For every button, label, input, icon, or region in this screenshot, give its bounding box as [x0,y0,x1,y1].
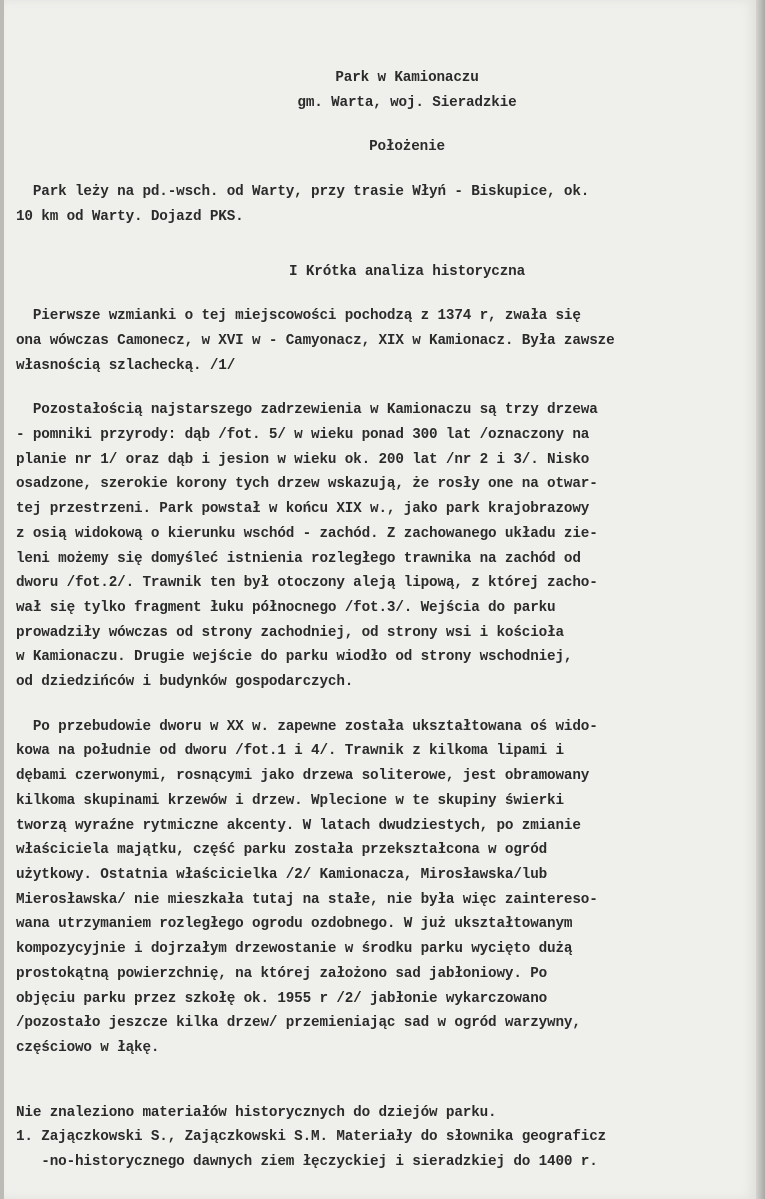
section-heading-location: Położenie [369,139,445,156]
text-line: z osią widokową o kierunku wschód - zachód. Z zachowanego układu zie- [16,525,598,542]
text-line: dworu /fot.2/. Trawnik ten był otoczony aleją lipową, z której zacho- [16,575,598,592]
text-line: w Kamionaczu. Drugie wejście do parku wiodło od strony wschodniej, [16,649,573,666]
text-line: wana utrzymaniem rozległego ogrodu ozdobnego. W już ukształtowanym [16,916,573,933]
text-line: własnością szlachecką. /1/ [16,357,236,374]
document-title: Park w Kamionaczu [335,70,479,86]
text-line: Pozostałością najstarszego zadrzewienia w Kamionaczu są trzy drzewa [16,402,598,419]
text-line: dębami czerwonymi, rosnącymi jako drzewa soliterowe, jest obramowany [16,768,590,785]
text-line: kompozycyjnie i dojrzałym drzewostanie w środku parku wycięto dużą [16,941,573,958]
text-line: właściciela majątku, część parku została przekształcona w ogród [16,842,548,859]
document-subtitle: gm. Warta, woj. Sieradzkie [297,94,517,111]
text-line: /pozostało jeszcze kilka drzew/ przemieniając sad w ogród warzywny, [16,1015,581,1032]
section-heading-history: I Krótka analiza historyczna [288,263,526,280]
text-line: ona wówczas Camonecz, w XVI w - Camyonacz, XIX w Kamionacz. Była zawsze [16,332,615,349]
paragraph-rebuild [16,715,758,1061]
text-line: kowa na południe od dworu /fot.1 i 4/. Trawnik z kilkoma lipami i [16,743,564,760]
text-line: prostokątną powierzchnię, na której założono sad jabłoniowy. Po [16,965,548,982]
text-line: 1. Zajączkowski S., Zajączkowski S.M. Materiały do słownika geograficz [16,1129,607,1146]
text-line: tej przestrzeni. Park powstał w końcu XIX w., jako park krajobrazowy [16,501,590,518]
text-line: leni możemy się domyśleć istnienia rozległego trawnika na zachód od [16,550,581,567]
text-line: osadzone, szerokie korony tych drzew wskazują, że rosły one na otwar- [16,476,598,493]
typed-document [16,66,758,1175]
text-line: objęciu parku przez szkołę ok. 1955 r /2/ jabłonie wykarczowano [16,990,548,1007]
text-line: kilkoma skupinami krzewów i drzew. Wplecione w te skupiny świerki [16,792,564,809]
text-line: od dziedzińców i budynków gospodarczych. [16,674,354,691]
text-line: tworzą wyraźne rytmiczne akcenty. W latach dwudziestych, po zmianie [16,817,581,834]
section-location-text [16,180,758,229]
footnote [16,1125,758,1174]
text-line: - pomniki przyrody: dąb /fot. 5/ w wieku ponad 300 lat /oznaczony na [16,427,590,444]
text-line: częściowo w łąkę. [16,1039,160,1056]
paragraph-oldest-trees [16,398,758,694]
paragraph-first-mentions [16,304,758,378]
text-line: planie nr 1/ oraz dąb i jesion w wieku ok. 200 lat /nr 2 i 3/. Nisko [16,451,590,468]
text-line: prowadziły wówczas od strony zachodniej, od strony wsi i kościoła [16,624,564,641]
text-line: Pierwsze wzmianki o tej miejscowości pochodzą z 1374 r, zwała się [16,308,581,325]
text-line: wał się tylko fragment łuku północnego /fot.3/. Wejścia do parku [16,599,556,616]
text-line: użytkowy. Ostatnia właścicielka /2/ Kamionacza, Mirosławska/lub [16,866,548,883]
text-line: Mierosławska/ nie mieszkała tutaj na stałe, nie była więc zaintereso- [16,891,598,908]
note-no-materials: Nie znaleziono materiałów historycznych do dziejów parku. [16,1104,497,1121]
text-line: 10 km od Warty. Dojazd PKS. [16,208,244,225]
text-line: Park leży na pd.-wsch. od Warty, przy trasie Włyń - Biskupice, ok. [16,184,590,201]
text-line: -no-historycznego dawnych ziem łęczyckiej i sieradzkiej do 1400 r. [16,1154,598,1171]
text-line: Po przebudowie dworu w XX w. zapewne została ukształtowana oś wido- [16,718,598,735]
